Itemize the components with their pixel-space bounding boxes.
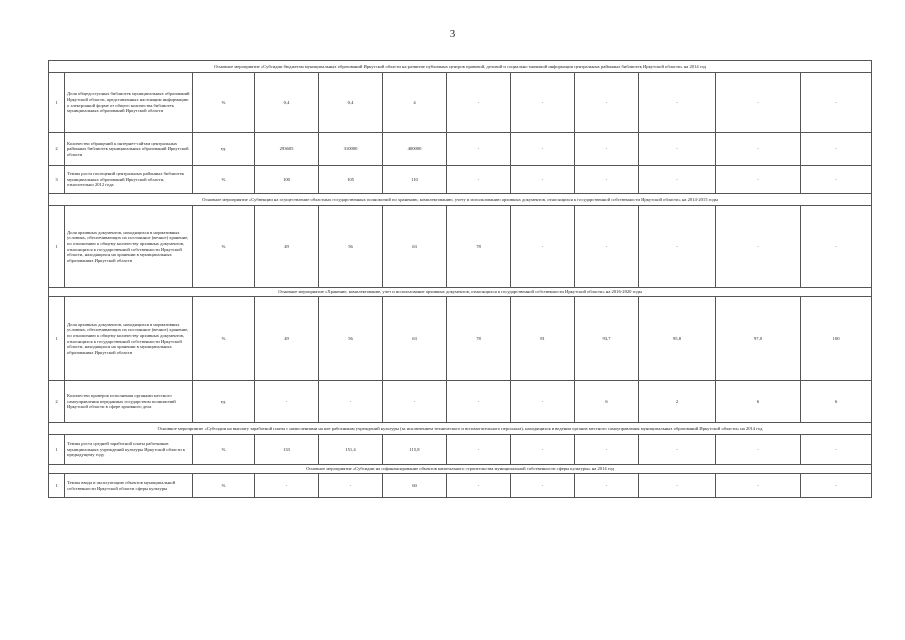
row-number: 2	[49, 381, 65, 423]
value-cell: -	[801, 133, 872, 166]
value-cell: -	[255, 381, 319, 423]
value-cell: 93,7	[575, 297, 639, 381]
value-cell: 49	[255, 206, 319, 288]
value-cell: -	[716, 133, 801, 166]
value-cell: 133	[255, 435, 319, 465]
value-cell: -	[716, 474, 801, 498]
value-cell: -	[319, 474, 383, 498]
value-cell: -	[575, 435, 639, 465]
value-cell: -	[575, 133, 639, 166]
value-cell: 6	[716, 381, 801, 423]
value-cell: -	[801, 206, 872, 288]
value-cell: -	[639, 474, 716, 498]
value-cell: -	[575, 73, 639, 133]
value-cell: -	[511, 474, 575, 498]
section-title: Основное мероприятие «Субсидии на выплату заработной платы с начислениями на нее работникам учреждений культуры (за исключением технического и вспомогательного персонала), находящихся в ведении органов местного самоуправления муниципальных образований Иркутской области» на 2014 год	[49, 423, 872, 435]
row-number: 1	[49, 297, 65, 381]
value-cell: 0,4	[255, 73, 319, 133]
value-cell: 2	[639, 381, 716, 423]
value-cell: -	[511, 166, 575, 194]
section-header-row	[49, 465, 872, 474]
indicator-name: Темпы роста средней заработной платы работников муниципальных учреждений культуры Иркутской области к предыдущему году	[65, 435, 193, 465]
value-cell: 56	[319, 206, 383, 288]
table-row	[49, 133, 872, 166]
value-cell: -	[575, 474, 639, 498]
value-cell: -	[801, 435, 872, 465]
value-cell: 63	[383, 206, 447, 288]
unit-cell: %	[193, 435, 255, 465]
row-number: 1	[49, 206, 65, 288]
value-cell: -	[716, 206, 801, 288]
unit-cell: %	[193, 73, 255, 133]
value-cell: 97,0	[716, 297, 801, 381]
value-cell: 6	[801, 381, 872, 423]
value-cell: -	[383, 381, 447, 423]
unit-cell: ед.	[193, 133, 255, 166]
value-cell: 81	[511, 297, 575, 381]
table-row	[49, 73, 872, 133]
value-cell: -	[639, 133, 716, 166]
value-cell: -	[511, 435, 575, 465]
indicator-name: Количество обращений к интернет-сайтам центральных районных библиотек муниципальных образований Иркутской области	[65, 133, 193, 166]
unit-cell: ед.	[193, 381, 255, 423]
indicators-table	[48, 60, 872, 498]
indicator-name: Доля архивных документов, находящихся в нормативных условиях, обеспечивающих их постоянное (вечное) хранение, по отношению к общему количеству архивных документов, относящихся к государственной собственности Иркутской области, находящихся на хранении в муниципальных образованиях Иркутской области	[65, 206, 193, 288]
value-cell: 151,4	[319, 435, 383, 465]
table-row	[49, 474, 872, 498]
section-title: Основное мероприятие «Субсидии бюджетам муниципальных образований Иркутской области на развитие публичных центров правовой, деловой и социально значимой информации центральных районных библиотек Иркутской области» на 2014 год	[49, 61, 872, 73]
value-cell: -	[716, 73, 801, 133]
value-cell: -	[801, 474, 872, 498]
section-title: Основное мероприятие «Субсидии на софинансирование объектов капитального строительства муниципальной собственности сферы культуры» на 2014 год	[49, 465, 872, 474]
value-cell: 4	[383, 73, 447, 133]
value-cell: -	[575, 166, 639, 194]
value-cell: -	[639, 435, 716, 465]
table-row	[49, 435, 872, 465]
table-row	[49, 297, 872, 381]
table-row	[49, 166, 872, 194]
indicator-name: Темпы роста посещений центральных районных библиотек муниципальных образований Иркутской области, относительно 2012 года	[65, 166, 193, 194]
value-cell: 56	[319, 297, 383, 381]
value-cell: -	[447, 166, 511, 194]
indicator-name: Темпы ввода в эксплуатацию объектов муниципальной собственности Иркутской области сферы культуры	[65, 474, 193, 498]
value-cell: -	[511, 206, 575, 288]
table-row	[49, 381, 872, 423]
unit-cell: %	[193, 166, 255, 194]
indicator-name: Доля архивных документов, находящихся в нормативных условиях, обеспечивающих их постоянное (вечное) хранение, по отношению к общему количеству архивных документов, относящихся к государственной собственности Иркутской области, находящихся на хранении в муниципальных образованиях Иркутской области	[65, 297, 193, 381]
value-cell: -	[447, 133, 511, 166]
value-cell: -	[447, 435, 511, 465]
value-cell: 100	[801, 297, 872, 381]
value-cell: -	[511, 381, 575, 423]
row-number: 1	[49, 73, 65, 133]
section-header-row	[49, 194, 872, 206]
value-cell: -	[319, 381, 383, 423]
value-cell: -	[575, 206, 639, 288]
section-header-row	[49, 423, 872, 435]
section-header-row	[49, 61, 872, 73]
row-number: 1	[49, 474, 65, 498]
unit-cell: %	[193, 474, 255, 498]
value-cell: 78	[447, 206, 511, 288]
value-cell: -	[639, 206, 716, 288]
page-number: 3	[449, 28, 456, 40]
unit-cell: %	[193, 297, 255, 381]
row-number: 1	[49, 435, 65, 465]
value-cell: -	[447, 381, 511, 423]
value-cell: 115,8	[383, 435, 447, 465]
value-cell: -	[801, 73, 872, 133]
value-cell: -	[639, 73, 716, 133]
value-cell: -	[447, 73, 511, 133]
indicator-name: Доля общедоступных библиотек муниципальных образований Иркутской области, представленных настоящим информацию о электронной форме от общего количества библиотек муниципальных образований Иркутской области	[65, 73, 193, 133]
value-cell: 0,4	[319, 73, 383, 133]
value-cell: 100	[255, 166, 319, 194]
row-number: 3	[49, 166, 65, 194]
row-number: 2	[49, 133, 65, 166]
value-cell: -	[255, 474, 319, 498]
value-cell: 105	[319, 166, 383, 194]
indicator-name: Количество проверок исполнения органами местного самоуправления переданных государством полномочий Иркутской области в сфере архивного дела	[65, 381, 193, 423]
value-cell: 49	[255, 297, 319, 381]
value-cell: 6	[575, 381, 639, 423]
value-cell: 60	[383, 474, 447, 498]
section-header-row	[49, 288, 872, 297]
value-cell: -	[447, 474, 511, 498]
value-cell: -	[716, 166, 801, 194]
value-cell: 78	[447, 297, 511, 381]
section-title: Основное мероприятие «Хранение, комплектование, учет и использование архивных документов, относящихся к государственной собственности Иркутской области» на 2016-2020 годы	[49, 288, 872, 297]
value-cell: 310000	[319, 133, 383, 166]
section-title: Основное мероприятие «Субвенции на осуществление областных государственных полномочий по хранению, комплектованию, учету и использованию архивных документов, относящихся к государственной собственности Иркутской области» на 2014-2015 годы	[49, 194, 872, 206]
value-cell: 110	[383, 166, 447, 194]
table-row	[49, 206, 872, 288]
value-cell: -	[639, 166, 716, 194]
value-cell: -	[511, 133, 575, 166]
value-cell: 95,8	[639, 297, 716, 381]
unit-cell: %	[193, 206, 255, 288]
value-cell: 63	[383, 297, 447, 381]
value-cell: -	[716, 435, 801, 465]
value-cell: 400000	[383, 133, 447, 166]
value-cell: -	[511, 73, 575, 133]
value-cell: -	[801, 166, 872, 194]
value-cell: 293605	[255, 133, 319, 166]
